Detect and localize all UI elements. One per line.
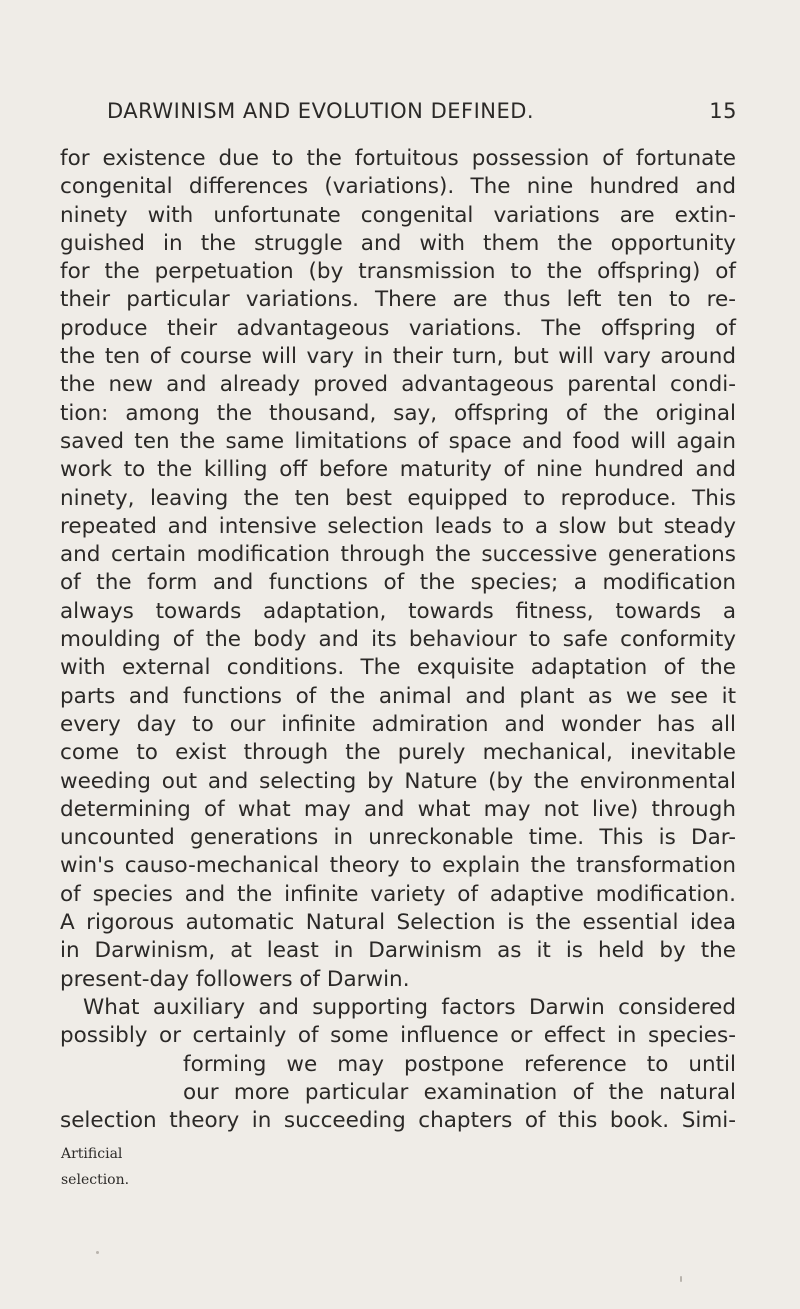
text-line: present-day followers of Darwin. [60, 966, 410, 992]
paper-speck [680, 1276, 682, 1282]
text-line: of species and the infinite variety of adaptive modification. [60, 881, 736, 907]
text-line: work to the killing off before maturity of nine hundred and [60, 457, 736, 483]
text-line: ninety, leaving the ten best equipped to reproduce. This [60, 485, 736, 511]
text-line: every day to our infinite admiration and wonder has all [60, 711, 736, 737]
text-line: determining of what may and what may not live) through [60, 796, 736, 822]
text-line: repeated and intensive selection leads to a slow but steady [60, 513, 736, 539]
text-line: always towards adaptation, towards fitness, towards a [60, 598, 736, 624]
text-line: selection theory in succeeding chapters of this book. Simi- [60, 1108, 736, 1134]
paper-speck [96, 1251, 99, 1254]
text-line: congenital differences (variations). The nine hundred and [60, 174, 736, 200]
page-number: 15 [709, 99, 737, 123]
text-line: What auxiliary and supporting factors Darwin considered [83, 994, 736, 1020]
text-line: win's causo-mechanical theory to explain the transformation [60, 853, 736, 879]
running-title: DARWINISM AND EVOLUTION DEFINED. [107, 99, 535, 123]
text-line: our more particular examination of the natural [183, 1079, 736, 1105]
running-head [107, 99, 737, 129]
marginal-note-line: selection. [61, 1172, 130, 1188]
text-line: uncounted generations in unreckonable time. This is Dar- [60, 825, 736, 851]
text-line: parts and functions of the animal and plant as we see it [60, 683, 736, 709]
marginal-note [61, 1141, 131, 1193]
text-line: A rigorous automatic Natural Selection is the essential idea [60, 910, 736, 936]
text-line: saved ten the same limitations of space and food will again [60, 428, 736, 454]
text-line: for existence due to the fortuitous possession of fortunate [60, 146, 736, 171]
marginal-note-line: Artificial [61, 1146, 123, 1162]
text-line: produce their advantageous variations. The offspring of [60, 315, 736, 341]
text-line: ninety with unfortunate congenital variations are extin- [60, 202, 736, 228]
text-line: with external conditions. The exquisite adaptation of the [60, 655, 736, 681]
text-line: possibly or certainly of some influence or effect in species- [60, 1023, 736, 1049]
text-line: come to exist through the purely mechanical, inevitable [60, 740, 736, 766]
body-text [60, 145, 736, 1135]
text-line: moulding of the body and its behaviour to safe conformity [60, 627, 736, 653]
text-line: their particular variations. There are thus left ten to re- [60, 287, 736, 313]
text-line: and certain modification through the successive generations [60, 542, 736, 568]
text-line: the ten of course will vary in their turn, but will vary around [60, 344, 736, 370]
text-line: tion: among the thousand, say, offspring of the original [60, 400, 736, 426]
text-line: the new and already proved advantageous parental condi- [60, 372, 736, 398]
text-line: weeding out and selecting by Nature (by the environmental [60, 768, 736, 794]
text-line: guished in the struggle and with them the opportunity [60, 230, 736, 256]
text-line: in Darwinism, at least in Darwinism as it is held by the [60, 938, 736, 964]
text-line: forming we may postpone reference to until [183, 1051, 736, 1077]
text-line: for the perpetuation (by transmission to the offspring) of [60, 259, 736, 285]
text-line: of the form and functions of the species; a modification [60, 570, 736, 596]
